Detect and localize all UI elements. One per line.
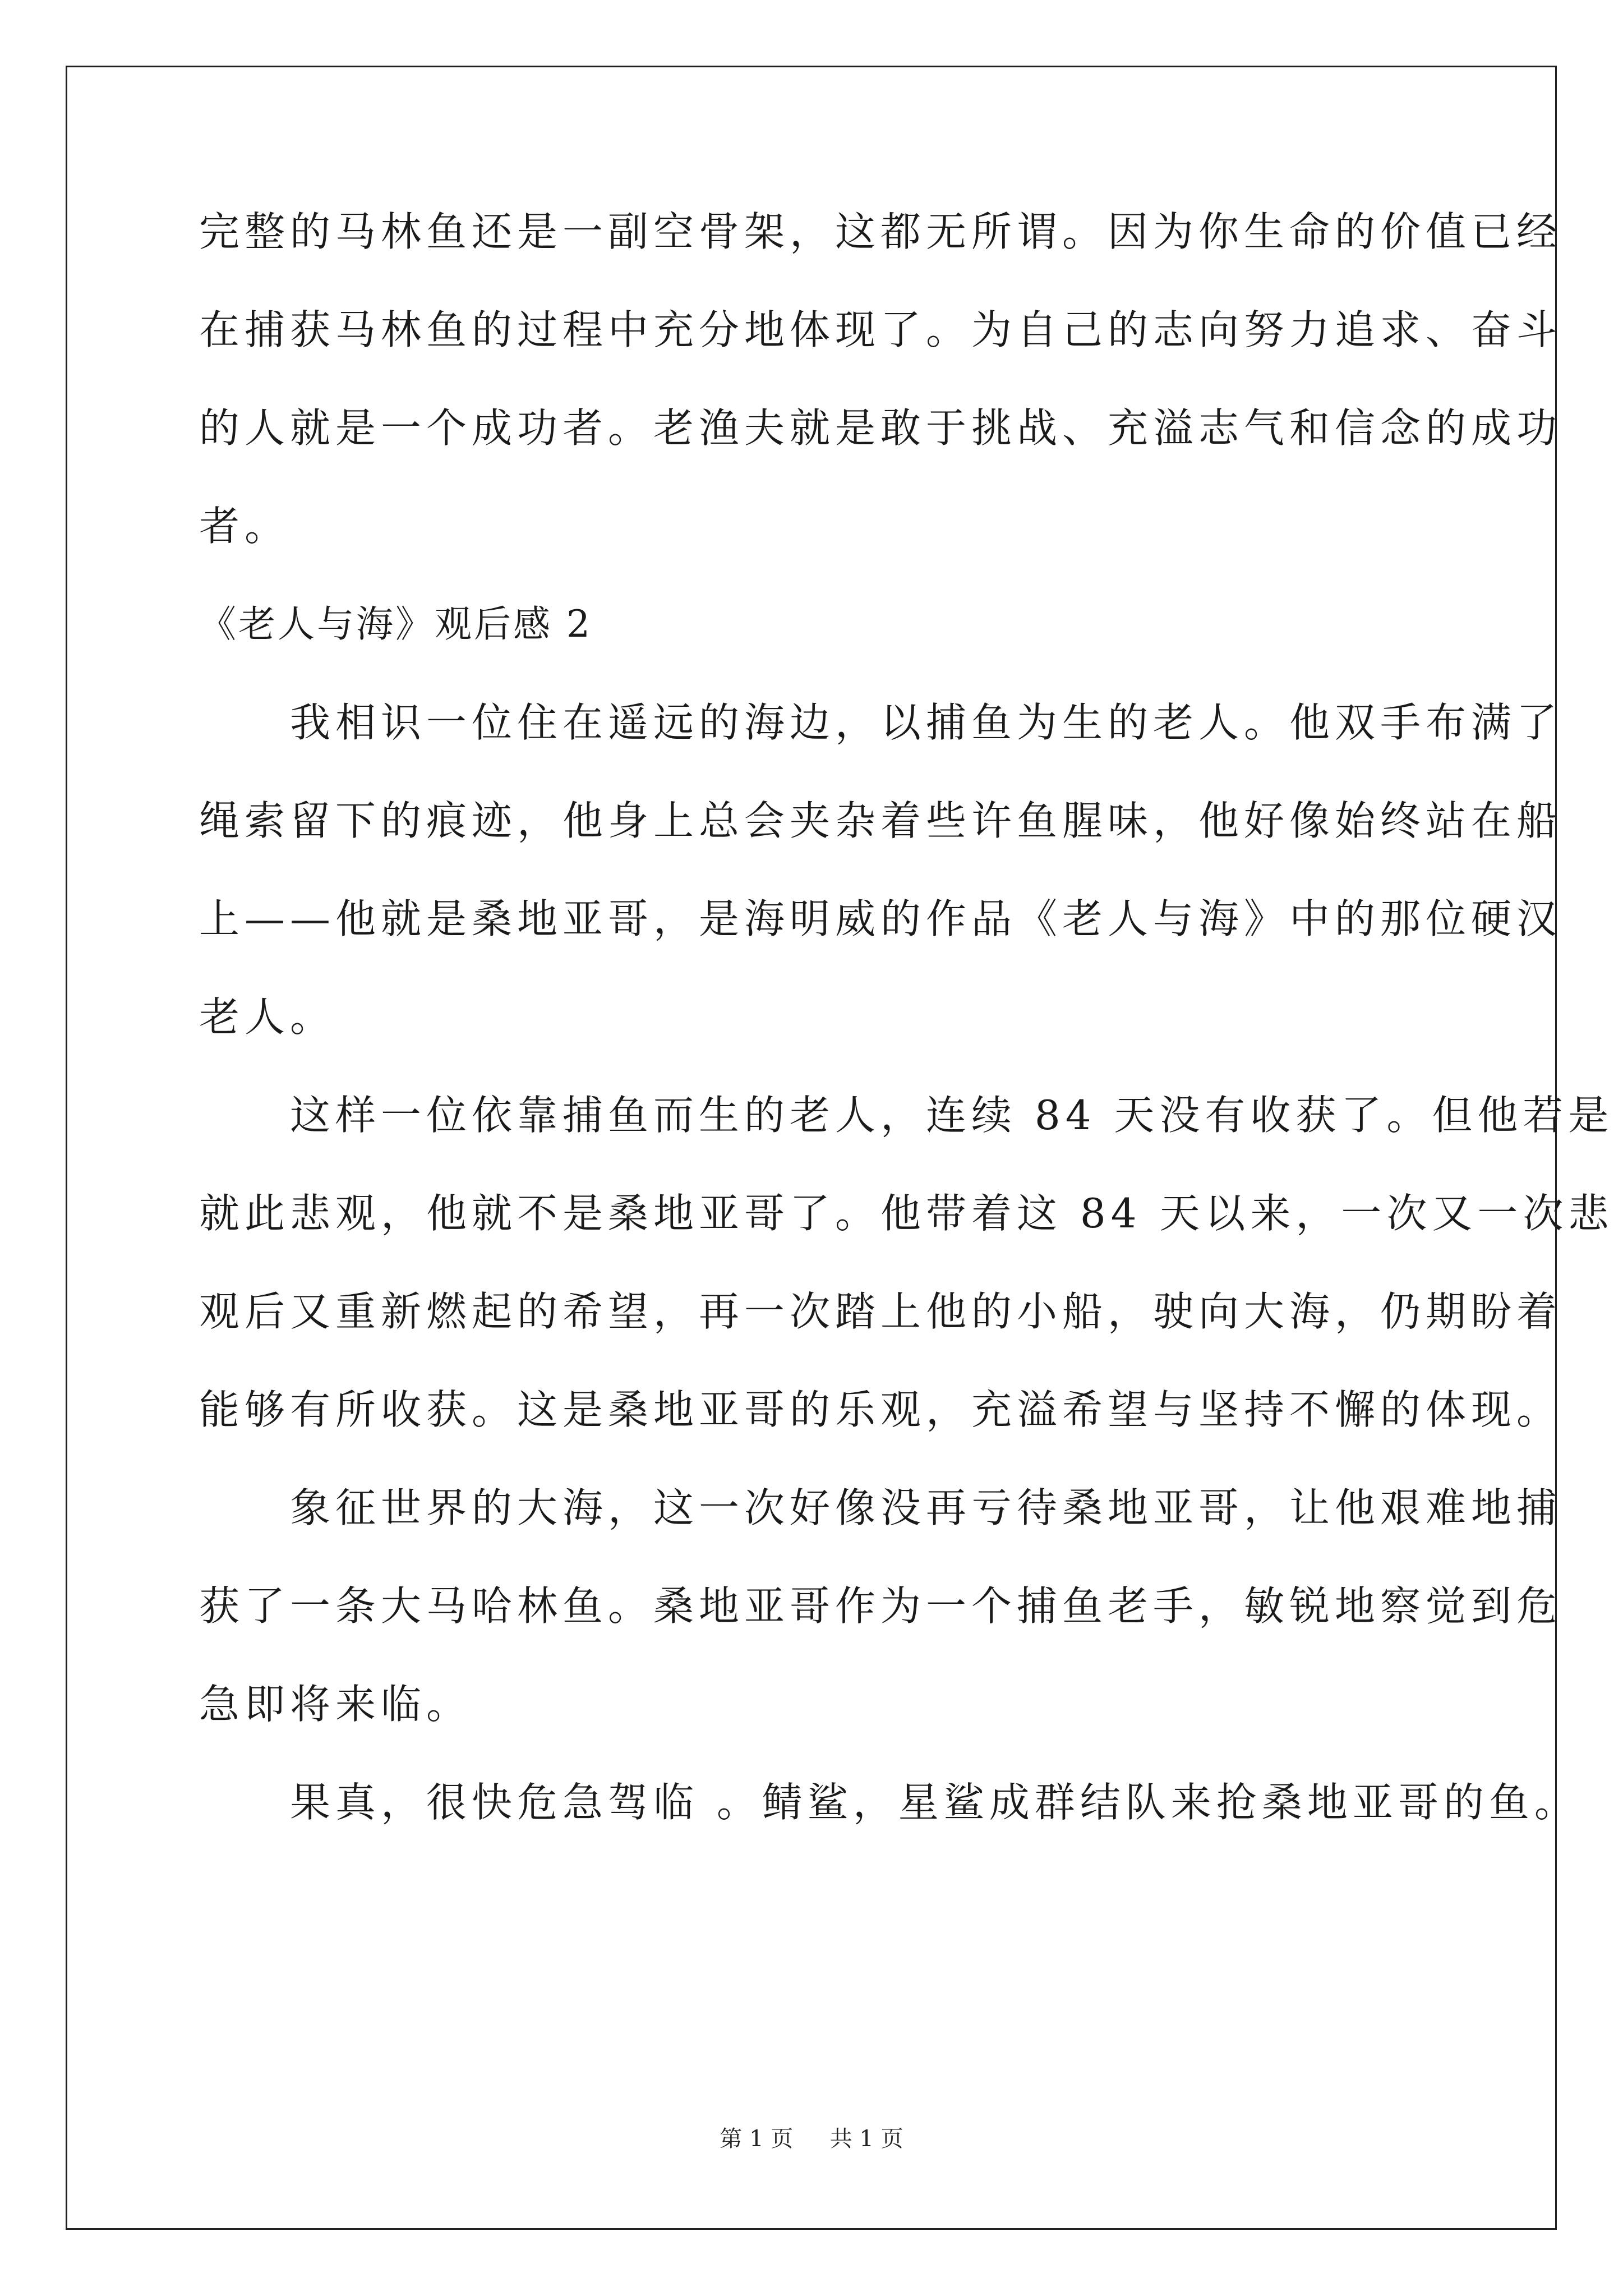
page-border [66,66,1557,2230]
text-line: 这样一位依靠捕鱼而生的老人，连续 84 天没有收获了。但他若是 [199,1092,1614,1139]
page-total: 共 1 页 [829,2126,903,2152]
text-line: 在捕获马林鱼的过程中充分地体现了。为自己的志向努力追求、奋斗 [199,306,1562,353]
page-number: 第 1 页 [720,2126,794,2152]
text-line: 上——他就是桑地亚哥，是海明威的作品《老人与海》中的那位硬汉 [199,895,1562,942]
text-line: 的人就是一个成功者。老渔夫就是敢于挑战、充溢志气和信念的成功 [199,404,1562,452]
text-line: 就此悲观，他就不是桑地亚哥了。他带着这 84 天以来，一次又一次悲 [199,1190,1614,1237]
text-line: 获了一条大马哈林鱼。桑地亚哥作为一个捕鱼老手，敏锐地察觉到危 [199,1582,1562,1630]
text-line: 我相识一位住在遥远的海边，以捕鱼为生的老人。他双手布满了 [199,699,1562,746]
text-line: 老人。 [199,993,336,1041]
text-line: 果真，很快危急驾临 。鲭鲨，星鲨成群结队来抢桑地亚哥的鱼。 [199,1779,1580,1826]
text-line: 绳索留下的痕迹，他身上总会夹杂着些许鱼腥味，他好像始终站在船 [199,797,1562,844]
text-line: 能够有所收获。这是桑地亚哥的乐观，充溢希望与坚持不懈的体现。 [199,1386,1562,1433]
text-line: 急即将来临。 [199,1681,472,1728]
text-line: 者。 [199,503,291,550]
section-heading: 《老人与海》观后感 2 [199,602,592,646]
text-line: 完整的马林鱼还是一副空骨架，这都无所谓。因为你生命的价值已经 [199,208,1562,255]
text-line: 观后又重新燃起的希望，再一次踏上他的小船，驶向大海，仍期盼着 [199,1288,1562,1335]
page-footer [0,2123,1623,2155]
text-line: 象征世界的大海，这一次好像没再亏待桑地亚哥，让他艰难地捕 [199,1484,1562,1531]
